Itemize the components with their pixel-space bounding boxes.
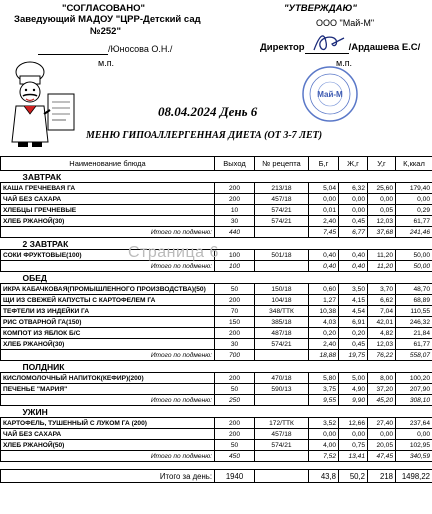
subtotal-protein: 0,40 xyxy=(309,261,339,272)
spacer-cell xyxy=(215,462,255,470)
page-watermark: Страница 6 xyxy=(128,244,219,261)
dish-name: ТЕФТЕЛИ ИЗ ИНДЕЙКИ ГА xyxy=(1,306,215,317)
subtotal-recipe-number xyxy=(255,227,309,238)
subtotal-carbs: 11,20 xyxy=(368,261,396,272)
recipe-number: 213/18 xyxy=(255,183,309,194)
meal-section-header xyxy=(1,361,432,373)
subtotal-recipe-number xyxy=(255,350,309,361)
carbs: 42,01 xyxy=(368,317,396,328)
spacer-cell xyxy=(396,462,432,470)
recipe-number: 457/18 xyxy=(255,429,309,440)
meal-header-spacer xyxy=(368,406,396,418)
column-header-name: Наименование блюда xyxy=(1,157,215,171)
meal-section-header xyxy=(1,406,432,418)
approval-signer: /Юносова О.Н./ xyxy=(108,44,173,54)
subtotal-row xyxy=(1,227,432,238)
subtotal-recipe-number xyxy=(255,395,309,406)
fat: 0,40 xyxy=(339,250,368,261)
kcal: 207,90 xyxy=(396,384,432,395)
column-header-recipe: № рецепта xyxy=(255,157,309,171)
subtotal-kcal: 241,46 xyxy=(396,227,432,238)
kcal: 48,70 xyxy=(396,284,432,295)
subtotal-protein: 7,52 xyxy=(309,451,339,462)
portion: 200 xyxy=(215,194,255,205)
protein: 2,40 xyxy=(309,216,339,227)
day-total-portion: 1940 xyxy=(215,470,255,483)
table-row xyxy=(1,418,432,429)
day-total-recipe-number xyxy=(255,470,309,483)
dish-name: ЧАЙ БЕЗ САХАРА xyxy=(1,429,215,440)
meal-header-spacer xyxy=(339,272,368,284)
table-row xyxy=(1,284,432,295)
carbs: 0,05 xyxy=(368,205,396,216)
kcal: 21,84 xyxy=(396,328,432,339)
kcal: 50,00 xyxy=(396,250,432,261)
meal-header-spacer xyxy=(255,361,309,373)
day-total-fat: 50,2 xyxy=(339,470,368,483)
fat: 6,32 xyxy=(339,183,368,194)
portion: 50 xyxy=(215,440,255,451)
column-header-kcal: К,ккал xyxy=(396,157,432,171)
portion: 50 xyxy=(215,384,255,395)
approval-title: "СОГЛАСОВАНО" xyxy=(62,3,145,14)
recipe-number: 501/18 xyxy=(255,250,309,261)
subtotal-protein: 18,88 xyxy=(309,350,339,361)
kcal: 237,64 xyxy=(396,418,432,429)
recipe-number: 574/21 xyxy=(255,440,309,451)
portion: 200 xyxy=(215,183,255,194)
carbs: 12,03 xyxy=(368,216,396,227)
subtotal-row xyxy=(1,261,432,272)
table-row xyxy=(1,183,432,194)
recipe-number: 574/21 xyxy=(255,216,309,227)
spacer-cell xyxy=(1,462,215,470)
protein: 0,20 xyxy=(309,328,339,339)
recipe-number: 150/18 xyxy=(255,284,309,295)
meal-header-spacer xyxy=(255,272,309,284)
subtotal-recipe-number xyxy=(255,261,309,272)
portion: 150 xyxy=(215,317,255,328)
subtotal-label: Итого по подменю: xyxy=(1,451,215,462)
dish-name: РИС ОТВАРНОЙ ГА(150) xyxy=(1,317,215,328)
fat: 0,00 xyxy=(339,205,368,216)
recipe-number: 574/21 xyxy=(255,339,309,350)
fat: 5,00 xyxy=(339,373,368,384)
meal-header-spacer xyxy=(368,272,396,284)
carbs: 0,00 xyxy=(368,429,396,440)
menu-table xyxy=(0,156,432,483)
carbs: 37,20 xyxy=(368,384,396,395)
protein: 10,38 xyxy=(309,306,339,317)
subtotal-row xyxy=(1,395,432,406)
dish-name: КИСЛОМОЛОЧНЫЙ НАПИТОК(КЕФИР)(200) xyxy=(1,373,215,384)
kcal: 61,77 xyxy=(396,339,432,350)
kcal: 0,00 xyxy=(396,429,432,440)
approval-org-line2: №252" xyxy=(90,26,121,37)
meal-header-spacer xyxy=(339,238,368,250)
carbs: 4,82 xyxy=(368,328,396,339)
subtotal-protein: 7,45 xyxy=(309,227,339,238)
dish-name: ПЕЧЕНЬЕ "МАРИЯ" xyxy=(1,384,215,395)
protein: 5,80 xyxy=(309,373,339,384)
subtotal-portion: 450 xyxy=(215,451,255,462)
protein: 0,01 xyxy=(309,205,339,216)
table-row xyxy=(1,429,432,440)
kcal: 61,77 xyxy=(396,216,432,227)
subtotal-carbs: 45,20 xyxy=(368,395,396,406)
subtotal-label: Итого по подменю: xyxy=(1,227,215,238)
carbs: 0,00 xyxy=(368,194,396,205)
meal-header-spacer xyxy=(215,171,255,183)
fat: 4,54 xyxy=(339,306,368,317)
table-row xyxy=(1,306,432,317)
signature-image xyxy=(310,30,350,56)
dish-name: СОКИ ФРУКТОВЫЕ(100) xyxy=(1,250,215,261)
chef-illustration xyxy=(6,58,78,150)
dish-name: КАША ГРЕЧНЕВАЯ ГА xyxy=(1,183,215,194)
approve-org: ООО "Май-М" xyxy=(316,18,375,28)
subtotal-kcal: 558,07 xyxy=(396,350,432,361)
carbs: 27,40 xyxy=(368,418,396,429)
meal-header-spacer xyxy=(396,406,432,418)
meal-title: 2 ЗАВТРАК xyxy=(22,238,69,249)
approval-signature-line xyxy=(38,44,172,55)
portion: 10 xyxy=(215,205,255,216)
carbs: 25,60 xyxy=(368,183,396,194)
spacer-row xyxy=(1,462,432,470)
day-total-row xyxy=(1,470,432,483)
subtotal-kcal: 308,10 xyxy=(396,395,432,406)
organization-seal-image xyxy=(300,64,360,124)
carbs: 12,03 xyxy=(368,339,396,350)
carbs: 8,00 xyxy=(368,373,396,384)
kcal: 102,95 xyxy=(396,440,432,451)
table-row xyxy=(1,216,432,227)
recipe-number: 574/21 xyxy=(255,205,309,216)
meal-section-header xyxy=(1,272,432,284)
meal-header-spacer xyxy=(255,171,309,183)
fat: 0,00 xyxy=(339,194,368,205)
protein: 3,75 xyxy=(309,384,339,395)
table-row xyxy=(1,328,432,339)
subtotal-fat: 13,41 xyxy=(339,451,368,462)
meal-title: ЗАВТРАК xyxy=(22,171,62,182)
day-total-kcal: 1498,22 xyxy=(396,470,432,483)
portion: 200 xyxy=(215,418,255,429)
portion: 100 xyxy=(215,250,255,261)
table-row xyxy=(1,194,432,205)
column-header-carbs: У,г xyxy=(368,157,396,171)
dish-name: КОМПОТ ИЗ ЯБЛОК Б/С xyxy=(1,328,215,339)
subtotal-portion: 100 xyxy=(215,261,255,272)
meal-header-spacer xyxy=(368,171,396,183)
dish-name: ХЛЕБ РЖАНОЙ(30) xyxy=(1,339,215,350)
subtotal-fat: 6,77 xyxy=(339,227,368,238)
day-total-carbs: 218 xyxy=(368,470,396,483)
recipe-number: 457/18 xyxy=(255,194,309,205)
subtotal-carbs: 47,45 xyxy=(368,451,396,462)
carbs: 6,62 xyxy=(368,295,396,306)
carbs: 20,05 xyxy=(368,440,396,451)
meal-header-spacer xyxy=(215,361,255,373)
kcal: 0,29 xyxy=(396,205,432,216)
recipe-number: 590/13 xyxy=(255,384,309,395)
portion: 200 xyxy=(215,295,255,306)
portion: 200 xyxy=(215,429,255,440)
subtotal-portion: 700 xyxy=(215,350,255,361)
recipe-number: 104/18 xyxy=(255,295,309,306)
spacer-cell xyxy=(368,462,396,470)
kcal: 110,55 xyxy=(396,306,432,317)
subtotal-portion: 250 xyxy=(215,395,255,406)
dish-name: ИКРА КАБАЧКОВАЯ(ПРОМЫШЛЕННОГО ПРОИЗВОДСТВА)(50) xyxy=(1,284,215,295)
protein: 4,00 xyxy=(309,440,339,451)
protein: 0,40 xyxy=(309,250,339,261)
meal-header-spacer xyxy=(309,238,339,250)
subtotal-portion: 440 xyxy=(215,227,255,238)
meal-header-spacer xyxy=(309,171,339,183)
meal-header-spacer xyxy=(309,361,339,373)
dish-name: КАРТОФЕЛЬ, ТУШЕННЫЙ С ЛУКОМ ГА (200) xyxy=(1,418,215,429)
meal-header-spacer xyxy=(309,272,339,284)
approve-title: "УТВЕРЖДАЮ" xyxy=(284,3,357,14)
meal-title: УЖИН xyxy=(22,406,48,417)
meal-header-spacer xyxy=(255,406,309,418)
column-header-protein: Б,г xyxy=(309,157,339,171)
approval-org-line1: Заведующий МАДОУ "ЦРР-Детский сад xyxy=(14,14,201,25)
subtotal-fat: 0,40 xyxy=(339,261,368,272)
recipe-number: 487/18 xyxy=(255,328,309,339)
protein: 5,04 xyxy=(309,183,339,194)
subtotal-kcal: 50,00 xyxy=(396,261,432,272)
meal-header-spacer xyxy=(396,361,432,373)
column-header-portion: Выход xyxy=(215,157,255,171)
fat: 0,45 xyxy=(339,339,368,350)
meal-header-spacer xyxy=(368,361,396,373)
subtotal-fat: 9,90 xyxy=(339,395,368,406)
spacer-cell xyxy=(339,462,368,470)
fat: 0,45 xyxy=(339,216,368,227)
protein: 0,00 xyxy=(309,194,339,205)
meal-header-spacer xyxy=(309,406,339,418)
protein: 1,27 xyxy=(309,295,339,306)
diet-title: МЕНЮ ГИПОАЛЛЕРГЕННАЯ ДИЕТА (ОТ 3-7 ЛЕТ) xyxy=(86,130,323,141)
fat: 3,50 xyxy=(339,284,368,295)
table-row xyxy=(1,440,432,451)
protein: 3,52 xyxy=(309,418,339,429)
kcal: 100,20 xyxy=(396,373,432,384)
recipe-number: 348/ТТК xyxy=(255,306,309,317)
protein: 0,00 xyxy=(309,429,339,440)
portion: 30 xyxy=(215,216,255,227)
day-total-label: Итого за день: xyxy=(1,470,215,483)
approve-stamp-label: м.п. xyxy=(336,58,353,68)
meal-section-header xyxy=(1,171,432,183)
subtotal-label: Итого по подменю: xyxy=(1,395,215,406)
fat: 4,15 xyxy=(339,295,368,306)
portion: 200 xyxy=(215,373,255,384)
protein: 0,60 xyxy=(309,284,339,295)
meal-header-spacer xyxy=(339,171,368,183)
menu-table-body xyxy=(1,157,432,483)
subtotal-row xyxy=(1,350,432,361)
kcal: 246,32 xyxy=(396,317,432,328)
subtotal-carbs: 37,68 xyxy=(368,227,396,238)
spacer-cell xyxy=(309,462,339,470)
portion: 70 xyxy=(215,306,255,317)
meal-header-spacer xyxy=(215,238,255,250)
subtotal-carbs: 76,22 xyxy=(368,350,396,361)
meal-header-spacer xyxy=(339,361,368,373)
menu-date: 08.04.2024 День 6 xyxy=(158,104,258,119)
meal-header-spacer xyxy=(396,272,432,284)
subtotal-kcal: 340,59 xyxy=(396,451,432,462)
subtotal-label: Итого по подменю: xyxy=(1,350,215,361)
meal-header-spacer xyxy=(339,406,368,418)
fat: 0,00 xyxy=(339,429,368,440)
dish-name: ХЛЕБ РЖАНОЙ(30) xyxy=(1,216,215,227)
day-total-protein: 43,8 xyxy=(309,470,339,483)
protein: 2,40 xyxy=(309,339,339,350)
table-row xyxy=(1,339,432,350)
table-row xyxy=(1,373,432,384)
meal-header-spacer xyxy=(396,171,432,183)
kcal: 179,40 xyxy=(396,183,432,194)
meal-title: ОБЕД xyxy=(22,272,47,283)
table-row xyxy=(1,205,432,216)
meal-title: ПОЛДНИК xyxy=(22,361,65,372)
table-row xyxy=(1,317,432,328)
table-header-row xyxy=(1,157,432,171)
subtotal-fat: 19,75 xyxy=(339,350,368,361)
approve-role: Директор xyxy=(260,42,305,53)
fat: 6,91 xyxy=(339,317,368,328)
fat: 4,90 xyxy=(339,384,368,395)
portion: 50 xyxy=(215,284,255,295)
meal-header-spacer xyxy=(215,406,255,418)
kcal: 68,89 xyxy=(396,295,432,306)
dish-name: ХЛЕБЦЫ ГРЕЧНЕВЫЕ xyxy=(1,205,215,216)
approval-stamp-label: м.п. xyxy=(98,58,115,68)
fat: 0,75 xyxy=(339,440,368,451)
approve-signer: /Ардашева Е.С/ xyxy=(348,42,421,53)
portion: 200 xyxy=(215,328,255,339)
dish-name: ЧАЙ БЕЗ САХАРА xyxy=(1,194,215,205)
recipe-number: 172/ТТК xyxy=(255,418,309,429)
subtotal-label: Итого по подменю: xyxy=(1,261,215,272)
seal-text: Май-М xyxy=(317,90,343,99)
protein: 4,03 xyxy=(309,317,339,328)
column-header-fat: Ж,г xyxy=(339,157,368,171)
meal-header-spacer xyxy=(368,238,396,250)
subtotal-recipe-number xyxy=(255,451,309,462)
subtotal-row xyxy=(1,451,432,462)
recipe-number: 385/18 xyxy=(255,317,309,328)
fat: 0,20 xyxy=(339,328,368,339)
dish-name: ХЛЕБ РЖАНОЙ(50) xyxy=(1,440,215,451)
meal-header-spacer xyxy=(255,238,309,250)
carbs: 3,70 xyxy=(368,284,396,295)
portion: 30 xyxy=(215,339,255,350)
meal-header-spacer xyxy=(396,238,432,250)
fat: 12,66 xyxy=(339,418,368,429)
recipe-number: 470/18 xyxy=(255,373,309,384)
table-row xyxy=(1,295,432,306)
table-row xyxy=(1,384,432,395)
meal-header-spacer xyxy=(215,272,255,284)
spacer-cell xyxy=(255,462,309,470)
carbs: 11,20 xyxy=(368,250,396,261)
kcal: 0,00 xyxy=(396,194,432,205)
dish-name: ЩИ ИЗ СВЕЖЕЙ КАПУСТЫ С КАРТОФЕЛЕМ ГА xyxy=(1,295,215,306)
subtotal-protein: 9,55 xyxy=(309,395,339,406)
carbs: 7,04 xyxy=(368,306,396,317)
